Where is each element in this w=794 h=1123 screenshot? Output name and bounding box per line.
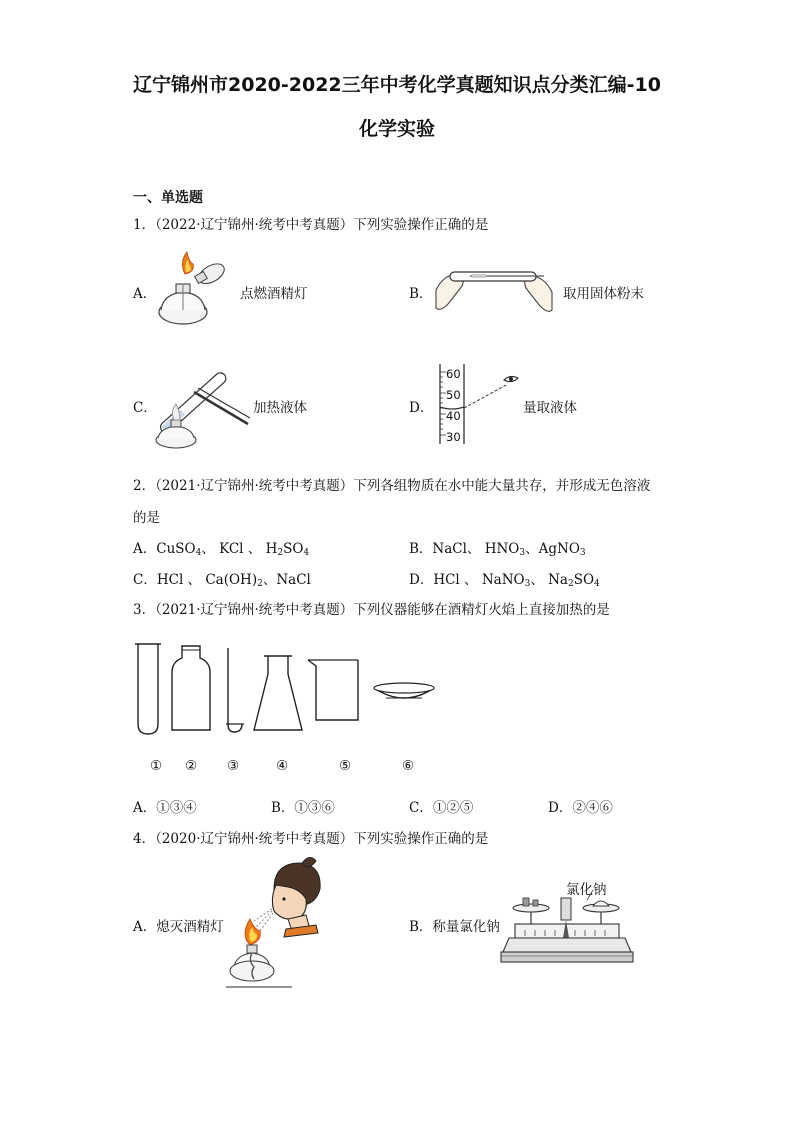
instrument-num-3: ③ xyxy=(227,758,240,774)
doc-title-line2: 化学实验 xyxy=(358,118,435,140)
q3-stem: 3．（2021·辽宁锦州·统考中考真题）下列仪器能够在酒精灯火焰上直接加热的是 xyxy=(133,602,610,618)
instrument-num-1: ① xyxy=(150,758,163,774)
lighting-lamp-illustration xyxy=(155,248,237,330)
q2-option-d[interactable]: D．HCl 、 NaNO$_3$、 $Na_2SO_4$ xyxy=(409,572,600,589)
q1-option-c-label: 加热液体 xyxy=(253,400,307,416)
blowing-out-lamp-illustration xyxy=(220,855,330,995)
cyl-tick-50: 50 xyxy=(446,388,461,402)
q1-option-d-label: 量取液体 xyxy=(523,400,577,416)
q3-option-c[interactable]: C．①②⑤ xyxy=(409,800,474,816)
q4-option-b[interactable]: B．称量氯化钠 xyxy=(409,919,500,935)
instrument-num-6: ⑥ xyxy=(402,758,415,774)
q3-option-d[interactable]: D．②④⑥ xyxy=(548,800,613,816)
q1-option-d-letter[interactable]: D． xyxy=(409,400,434,416)
q2-option-c[interactable]: C．HCl 、 $Ca(OH)_2$、NaCl xyxy=(133,572,311,589)
graduated-cylinder-illustration xyxy=(430,362,530,448)
balance-scale-illustration xyxy=(505,890,635,970)
q2-stem-line2: 的是 xyxy=(133,510,160,526)
instrument-num-2: ② xyxy=(185,758,198,774)
instrument-num-4: ④ xyxy=(276,758,289,774)
q2-option-b[interactable]: B．NaCl、 $HNO_3$、AgNO$_3$ xyxy=(409,541,586,558)
doc-title-line1: 辽宁锦州市2020-2022三年中考化学真题知识点分类汇编-10 xyxy=(133,74,661,96)
section-heading: 一、单选题 xyxy=(133,190,203,206)
q1-option-b-letter[interactable]: B． xyxy=(409,286,433,302)
cyl-tick-30: 30 xyxy=(446,430,461,444)
instruments-row-illustration xyxy=(128,640,448,740)
q3-option-b[interactable]: B．①③⑥ xyxy=(271,800,335,816)
balance-label-nacl: 氯化钠 xyxy=(566,882,607,898)
cyl-tick-60: 60 xyxy=(446,367,461,381)
q1-option-b-label: 取用固体粉末 xyxy=(563,286,644,302)
q2-option-a[interactable]: A．CuSO$_4$、 KCl 、 $H_2SO_4$ xyxy=(133,541,310,558)
q4-option-a[interactable]: A．熄灭酒精灯 xyxy=(133,919,224,935)
q1-option-a-label: 点燃酒精灯 xyxy=(240,286,308,302)
heating-liquid-illustration xyxy=(150,358,250,450)
cyl-tick-40: 40 xyxy=(446,409,461,423)
q1-option-a-letter[interactable]: A． xyxy=(133,286,157,302)
powder-test-tube-illustration xyxy=(432,260,556,324)
q1-stem: 1．（2022·辽宁锦州·统考中考真题）下列实验操作正确的是 xyxy=(133,217,489,233)
q2-stem-line1: 2．（2021·辽宁锦州·统考中考真题）下列各组物质在水中能大量共存，并形成无色溶液 xyxy=(133,478,651,494)
q4-stem: 4．（2020·辽宁锦州·统考中考真题）下列实验操作正确的是 xyxy=(133,831,489,847)
q3-option-a[interactable]: A．①③④ xyxy=(133,800,197,816)
instrument-num-5: ⑤ xyxy=(339,758,352,774)
q1-option-c-letter[interactable]: C． xyxy=(133,400,157,416)
